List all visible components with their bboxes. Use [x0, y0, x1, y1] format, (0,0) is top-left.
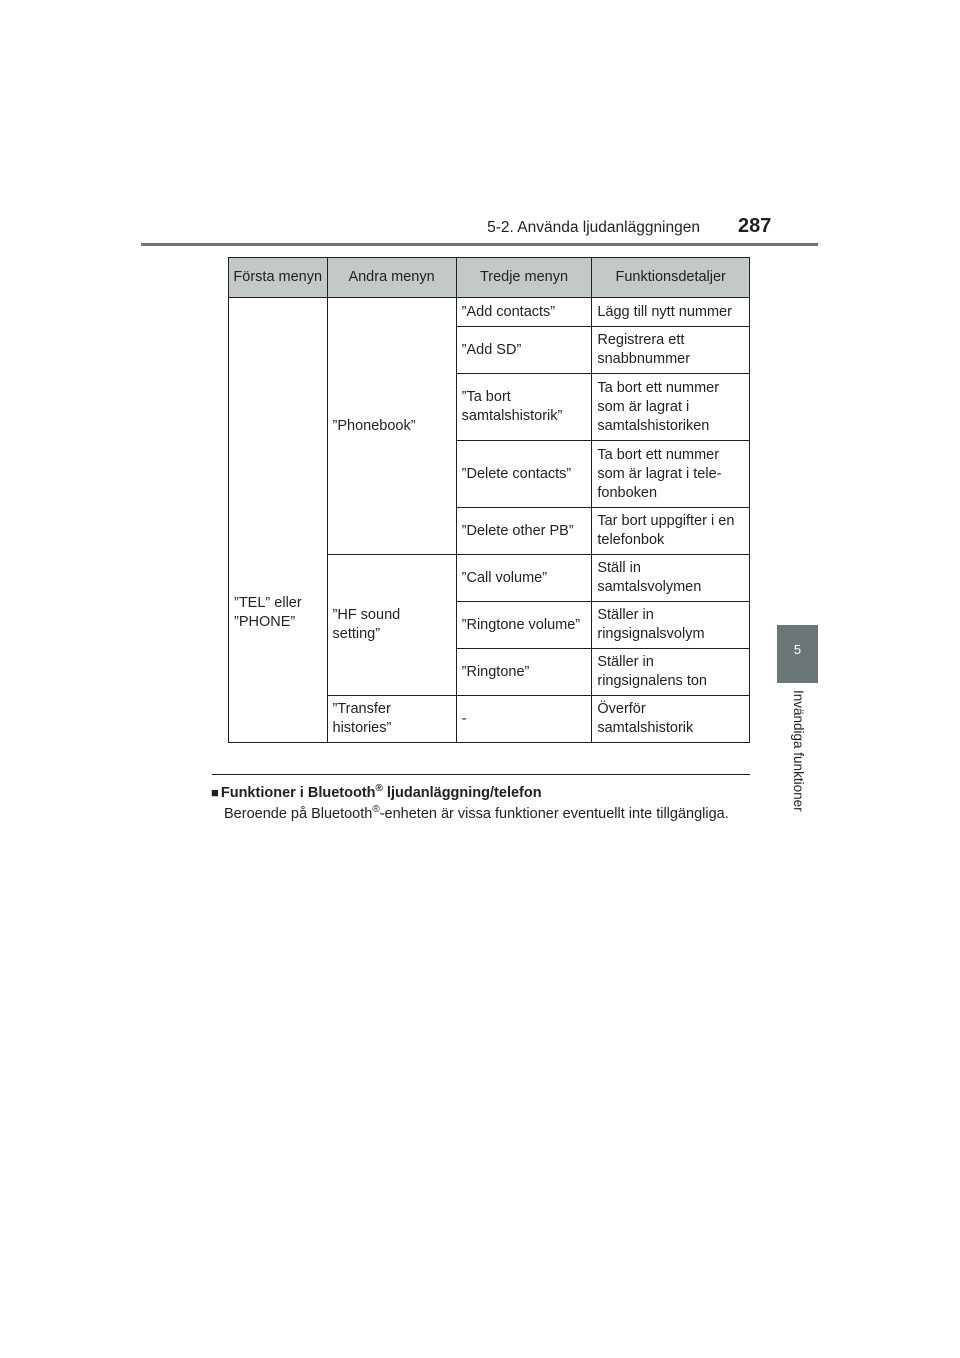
- details-cell: Lägg till nytt nummer: [592, 298, 750, 327]
- third-menu-cell: ”Add contacts”: [456, 298, 592, 327]
- header-cell-second-menu: Andra menyn: [327, 258, 456, 298]
- section-body-text: [224, 806, 729, 822]
- first-menu-cell: ”TEL” eller ”PHONE”: [229, 298, 328, 743]
- third-menu-cell: -: [456, 696, 592, 743]
- details-cell: Ta bort ett nummer som är lagrat i samtalshistoriken: [592, 374, 750, 441]
- table-row: [229, 298, 750, 327]
- section-divider: [212, 774, 750, 775]
- details-cell: Överför samtalshistorik: [592, 696, 750, 743]
- menu-table: [228, 257, 750, 743]
- header-cell-details: Funktionsdetaljer: [592, 258, 750, 298]
- header-rule: [141, 243, 818, 246]
- chapter-side-label: Invändiga funktioner: [791, 690, 806, 812]
- second-menu-cell: ”Transfer histories”: [327, 696, 456, 743]
- details-cell: Ta bort ett nummer som är lagrat i tele-fonboken: [592, 441, 750, 508]
- header-cell-third-menu: Tredje menyn: [456, 258, 592, 298]
- details-cell: Registrera ett snabbnummer: [592, 327, 750, 374]
- third-menu-cell: ”Ringtone”: [456, 649, 592, 696]
- third-menu-cell: ”Delete contacts”: [456, 441, 592, 508]
- chapter-tab: [777, 625, 818, 683]
- third-menu-cell: ”Ta bort samtalshistorik”: [456, 374, 592, 441]
- body-text: Beroende på Bluetooth: [224, 806, 373, 822]
- page-number: 287: [738, 215, 772, 237]
- heading-text: Funktioner i Bluetooth: [220, 785, 376, 801]
- running-header-section-title: 5-2. Använda ljudanläggningen: [487, 219, 700, 236]
- table-header-row: [229, 258, 750, 298]
- details-cell: Ställ in samtalsvolymen: [592, 555, 750, 602]
- second-menu-cell: ”Phonebook”: [327, 298, 456, 555]
- third-menu-cell: ”Add SD”: [456, 327, 592, 374]
- registered-mark: ®: [375, 783, 383, 795]
- heading-text-end: ljudanläggning/telefon: [382, 785, 542, 801]
- square-bullet-icon: ■: [211, 785, 219, 800]
- header-cell-first-menu: Första menyn: [229, 258, 328, 298]
- second-menu-cell: ”HF sound setting”: [327, 555, 456, 696]
- third-menu-cell: ”Ringtone volume”: [456, 602, 592, 649]
- third-menu-cell: ”Delete other PB”: [456, 508, 592, 555]
- third-menu-cell: ”Call volume”: [456, 555, 592, 602]
- chapter-number: 5: [793, 642, 802, 657]
- details-cell: Ställer in ringsignalens ton: [592, 649, 750, 696]
- registered-mark: ®: [372, 804, 380, 816]
- body-text-end: -enheten är vissa funktioner eventuellt inte tillgängliga.: [379, 806, 729, 822]
- details-cell: Ställer in ringsignalsvolym: [592, 602, 750, 649]
- details-cell: Tar bort uppgifter i en telefonbok: [592, 508, 750, 555]
- section-heading: [211, 785, 542, 801]
